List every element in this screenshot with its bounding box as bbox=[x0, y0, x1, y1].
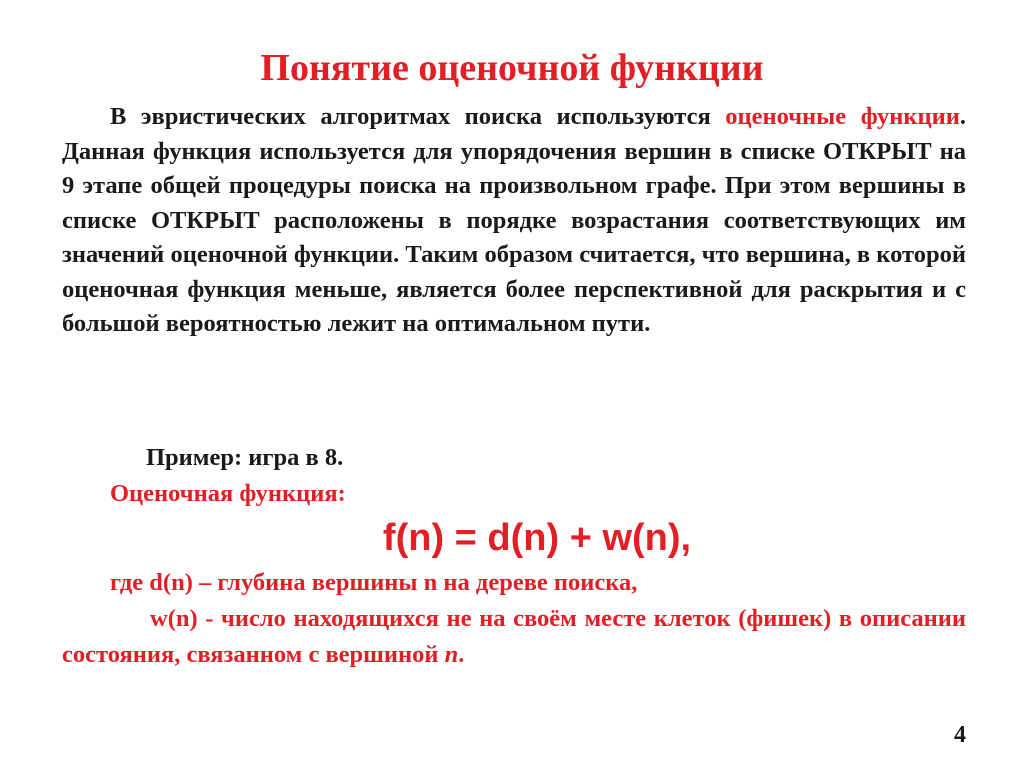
page-number: 4 bbox=[954, 722, 966, 748]
where-definition: где d(n) – глубина вершины n на дереве поиска, bbox=[110, 569, 638, 596]
paragraph-intro: В эвристических алгоритмах поиска используются bbox=[110, 103, 726, 130]
slide-title: Понятие оценочной функции bbox=[260, 47, 764, 89]
paragraph-highlight: оценочные функции bbox=[725, 103, 960, 130]
paragraph-rest: . Данная функция используется для упорядочения вершин в списке ОТКРЫТ на 9 этапе общей процедуры поиска на произвольном графе. При этом вершины в списке ОТКРЫТ расположены в порядке возрастания соответствующих им значений оценочной функции. Таким образом считается, что вершина, в которой оценочная функция меньше, является более перспективной для раскрытия и с большой вероятностью лежит на оптимальном пути. bbox=[62, 103, 966, 337]
w-definition-end: . bbox=[458, 641, 465, 668]
body-paragraph bbox=[62, 100, 966, 342]
w-definition-text: w(n) - число находящихся не на своём месте клеток (фишек) в описании состояния, связанном с вершиной bbox=[62, 605, 966, 668]
evaluation-function-label: Оценочная функция: bbox=[110, 480, 346, 507]
formula: f(n) = d(n) + w(n), bbox=[382, 517, 692, 559]
w-definition bbox=[62, 601, 966, 673]
example-heading: Пример: игра в 8. bbox=[146, 444, 344, 471]
w-definition-var: n bbox=[444, 641, 459, 668]
